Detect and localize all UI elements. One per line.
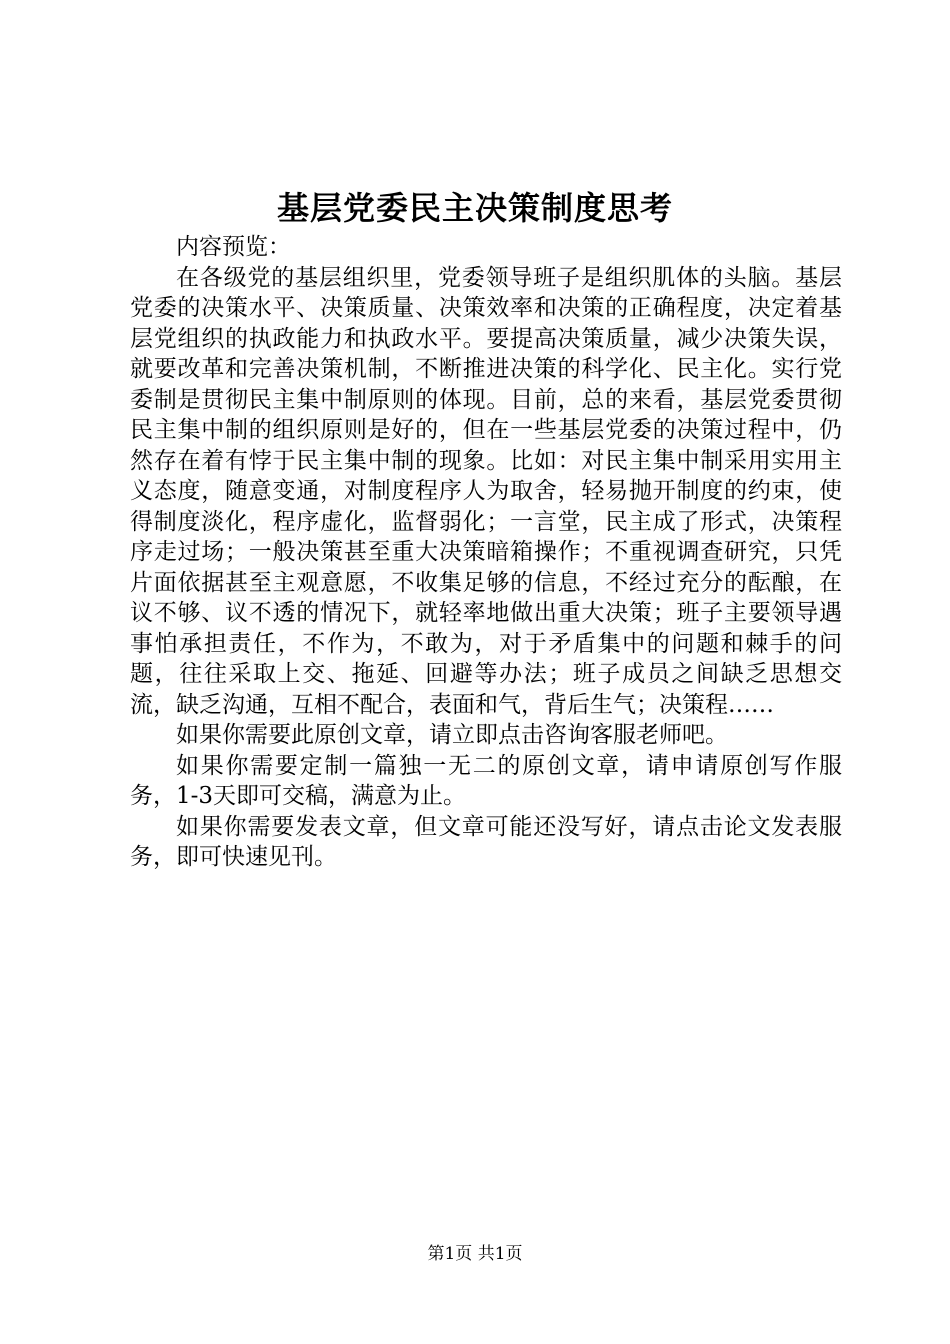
custom-writing-paragraph: 如果你需要定制一篇独一无二的原创文章，请申请原创写作服务，1-3天即可交稿，满意为止。 (130, 752, 842, 809)
publishing-paragraph: 如果你需要发表文章，但文章可能还没写好，请点击论文发表服务，即可快速见刊。 (130, 813, 842, 870)
document-title: 基层党委民主决策制度思考 (276, 189, 673, 227)
consult-paragraph: 如果你需要此原创文章，请立即点击咨询客服老师吧。 (176, 722, 728, 748)
preview-label: 内容预览： (176, 234, 291, 260)
page-number-footer: 第1页 共1页 (427, 1244, 523, 1264)
document-body (130, 232, 842, 873)
body-paragraph: 在各级党的基层组织里，党委领导班子是组织肌体的头脑。基层党委的决策水平、决策质量、决策效率和决策的正确程度，决定着基层党组织的执政能力和执政水平。要提高决策质量，减少决策失误，就要改革和完善决策机制，不断推进决策的科学化、民主化。实行党委制是贯彻民主集中制原则的体现。目前，总的来看，基层党委贯彻民主集中制的组织原则是好的，但在一些基层党委的决策过程中，仍然存在着有悖于民主集中制的现象。比如：对民主集中制采用实用主义态度，随意变通，对制度程序人为取舍，轻易抛开制度的约束，使得制度淡化，程序虚化，监督弱化；一言堂，民主成了形式，决策程序走过场；一般决策甚至重大决策暗箱操作；不重视调查研究，只凭片面依据甚至主观意愿，不收集足够的信息，不经过充分的酝酿，在议不够、议不透的情况下，就轻率地做出重大决策；班子主要领导遇事怕承担责任，不作为，不敢为，对于矛盾集中的问题和棘手的问题，往往采取上交、拖延、回避等办法；班子成员之间缺乏思想交流，缺乏沟通，互相不配合，表面和气，背后生气；决策程…… (130, 264, 842, 718)
